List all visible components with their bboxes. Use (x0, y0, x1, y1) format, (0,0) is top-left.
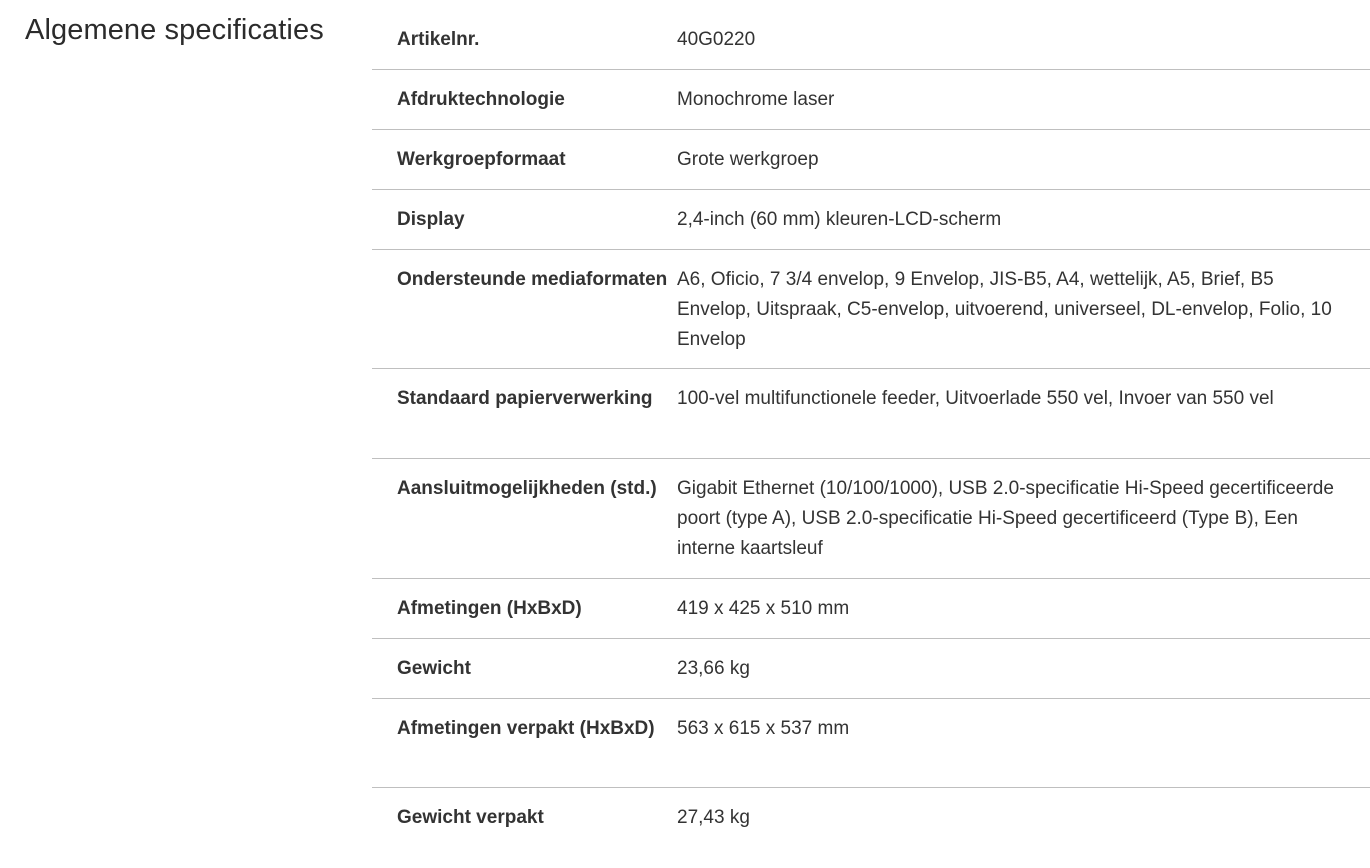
spec-row-dimensions (372, 579, 1370, 639)
spec-label: Gewicht verpakt (397, 807, 544, 828)
spec-label: Aansluitmogelijkheden (std.) (397, 478, 657, 499)
spec-label: Afmetingen (HxBxD) (397, 598, 582, 619)
spec-value: 40G0220 (677, 29, 756, 50)
spec-label: Display (397, 209, 465, 230)
spec-value: Monochrome laser (677, 89, 835, 110)
section-title: Algemene specificaties (25, 14, 324, 46)
spec-row-print-technology (372, 70, 1370, 130)
spec-row-workgroup-size (372, 130, 1370, 190)
spec-label: Ondersteunde mediaformaten (397, 269, 668, 290)
spec-value: 419 x 425 x 510 mm (677, 598, 850, 619)
spec-row-packed-weight (372, 788, 1370, 848)
spec-row-connectivity (372, 459, 1370, 579)
spec-label: Afmetingen verpakt (HxBxD) (397, 718, 655, 739)
spec-row-weight (372, 639, 1370, 699)
spec-row-packed-dimensions (372, 699, 1370, 788)
spec-row-media-sizes (372, 250, 1370, 369)
spec-row-article-number (372, 10, 1370, 70)
spec-label: Werkgroepformaat (397, 149, 566, 170)
spec-value: 23,66 kg (677, 658, 750, 679)
spec-label: Gewicht (397, 658, 471, 679)
spec-table (372, 10, 1370, 848)
spec-value: A6, Oficio, 7 3/4 envelop, 9 Envelop, JIS-B5, A4, wettelijk, A5, Brief, B5 Envelop, Uitspraak, C5-envelop, uitvoerend, universeel, DL-envelop, Folio, 10 Envelop (677, 269, 1332, 350)
spec-value: 100-vel multifunctionele feeder, Uitvoerlade 550 vel, Invoer van 550 vel (677, 388, 1274, 409)
spec-row-paper-handling (372, 369, 1370, 459)
spec-value: 27,43 kg (677, 807, 750, 828)
spec-value: 563 x 615 x 537 mm (677, 718, 850, 739)
spec-label: Artikelnr. (397, 29, 480, 50)
spec-row-display (372, 190, 1370, 250)
spec-label: Standaard papierverwerking (397, 388, 653, 409)
spec-value: 2,4-inch (60 mm) kleuren-LCD-scherm (677, 209, 1002, 230)
spec-value: Grote werkgroep (677, 149, 819, 170)
spec-label: Afdruktechnologie (397, 89, 565, 110)
spec-value: Gigabit Ethernet (10/100/1000), USB 2.0-specificatie Hi-Speed gecertificeerde poort (type A), USB 2.0-specificatie Hi-Speed gecertificeerd (Type B), Een interne kaartsleuf (677, 478, 1334, 559)
